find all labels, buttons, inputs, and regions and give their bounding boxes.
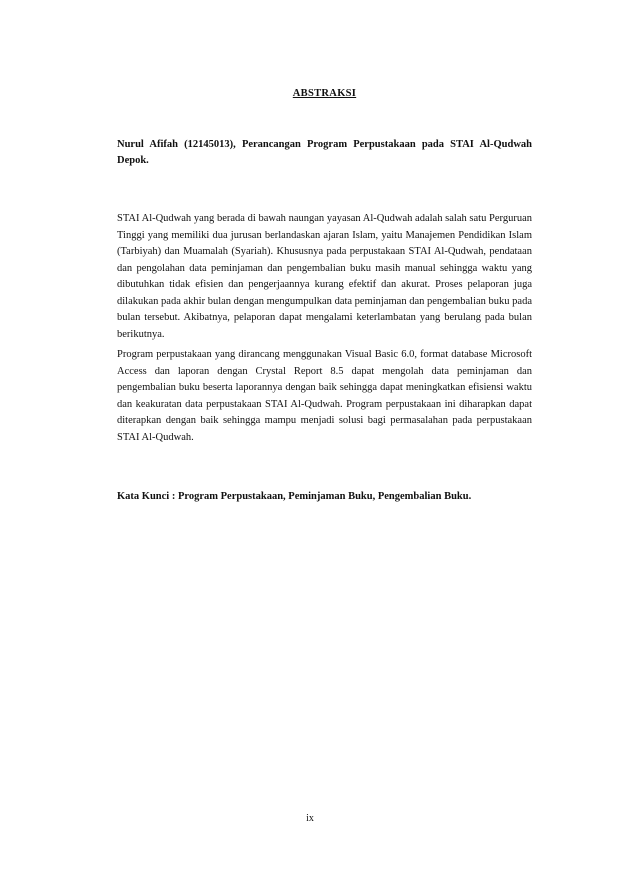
abstract-paragraph-1: STAI Al-Qudwah yang berada di bawah naungan yayasan Al-Qudwah adalah salah satu Perguruan Tinggi yang memiliki dua jurusan berlandaskan ajaran Islam, yaitu Manajemen Pendidikan Islam (Tarbiyah) dan Muamalah (Syariah). Khususnya pada perpustakaan STAI Al-Qudwah, pendataan dan pengolahan data peminjaman dan pengembalian buku masih manual sehingga waktu yang dibutuhkan tidak efisien dan pengerjaannya kurang efektif dan akurat. Proses pelaporan juga dilakukan pada akhir bulan dengan mengumpulkan data peminjaman dan pengembalian buku pada bulan tersebut. Akibatnya, pelaporan dapat mengalami keterlambatan yang berulang pada bulan berikutnya. [117, 213, 532, 340]
keywords: Kata Kunci : Program Perpustakaan, Peminjaman Buku, Pengembalian Buku. [117, 491, 472, 502]
page-title: ABSTRAKSI [292, 88, 357, 99]
page-number: ix [306, 813, 314, 824]
author-line: Nurul Afifah (12145013), Perancangan Program Perpustakaan pada STAI Al-Qudwah Depok. [117, 139, 532, 166]
abstract-paragraph-2: Program perpustakaan yang dirancang menggunakan Visual Basic 6.0, format database Microsoft Access dan laporan dengan Crystal Report 8.5 dapat mengolah data peminjaman dan pengembalian buku beserta laporannya dengan baik sehingga dapat meningkatkan efisiensi waktu dan keakuratan data perpustakaan STAI Al-Qudwah. Program perpustakaan ini diharapkan dapat diterapkan dengan baik sehingga mampu menjadi solusi bagi permasalahan pada perpustakaan STAI Al-Qudwah. [117, 349, 532, 443]
